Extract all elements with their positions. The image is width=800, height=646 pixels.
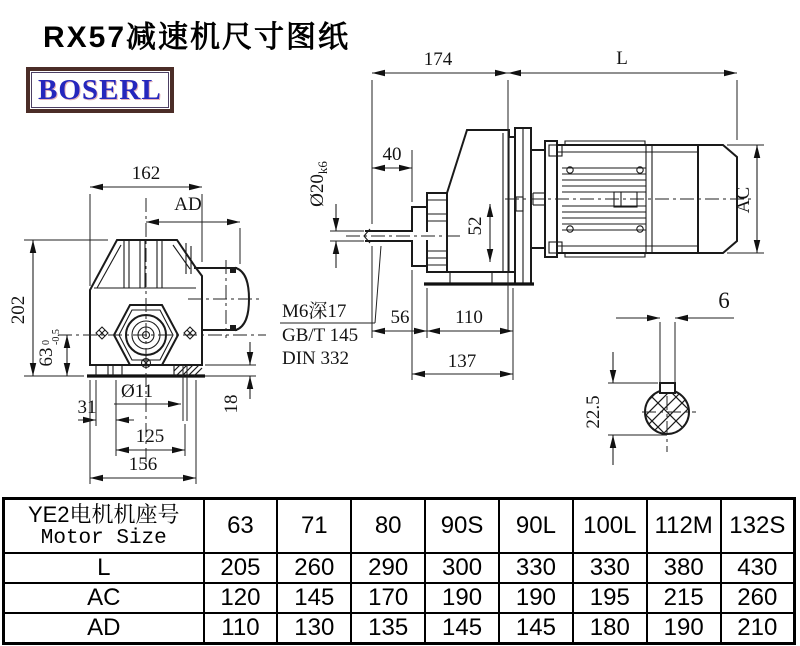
motor-size-header-en: Motor Size xyxy=(40,526,167,550)
dim-31: 31 xyxy=(77,397,97,418)
dim-ad: AD xyxy=(174,194,202,215)
page-title: RX57减速机尺寸图纸 xyxy=(43,21,351,54)
standard-din: DIN 332 xyxy=(282,348,350,369)
row-label-AC: AC xyxy=(4,583,204,613)
table-row-AC xyxy=(4,583,795,613)
value-AD-71: 130 xyxy=(277,613,351,644)
side-view xyxy=(346,128,753,284)
dim-key-width: 6 xyxy=(718,288,730,313)
value-AD-100L: 180 xyxy=(573,613,647,644)
dim-56: 56 xyxy=(390,307,410,328)
value-AC-100L: 195 xyxy=(573,583,647,613)
standard-gbt: GB/T 145 xyxy=(282,325,359,346)
row-label-AD: AD xyxy=(4,613,204,644)
dim-18: 18 xyxy=(221,394,242,414)
tap-callout: M6深17 xyxy=(282,301,347,322)
size-col-132S: 132S xyxy=(721,499,795,554)
value-AC-112M: 215 xyxy=(647,583,721,613)
dim-156: 156 xyxy=(128,454,158,475)
value-L-132S: 430 xyxy=(721,553,795,583)
dim-63-tol-lower: -0.5 xyxy=(51,329,62,345)
value-AC-132S: 260 xyxy=(721,583,795,613)
dim-shaft-dia: $Ø20_{k6}$ xyxy=(307,161,330,207)
value-AD-112M: 190 xyxy=(647,613,721,644)
front-view-dimensions xyxy=(8,163,256,484)
value-L-71: 260 xyxy=(277,553,351,583)
size-col-100L: 100L xyxy=(573,499,647,554)
dim-125: 125 xyxy=(135,426,165,447)
value-AC-90L: 190 xyxy=(499,583,573,613)
value-L-80: 290 xyxy=(351,553,425,583)
value-AD-90L: 145 xyxy=(499,613,573,644)
value-L-100L: 330 xyxy=(573,553,647,583)
dim-137: 137 xyxy=(447,351,477,372)
motor-size-header-cn: YE2电机机座号 xyxy=(27,501,180,527)
dim-162: 162 xyxy=(131,163,161,184)
dim-key-height: 22.5 xyxy=(583,395,604,429)
dim-hole-dia: Ø11 xyxy=(120,381,154,402)
dim-110: 110 xyxy=(455,307,483,328)
dim-40: 40 xyxy=(382,144,402,165)
dimension-table xyxy=(2,497,796,645)
value-AD-63: 110 xyxy=(204,613,278,644)
value-L-63: 205 xyxy=(204,553,278,583)
value-AC-63: 120 xyxy=(204,583,278,613)
table-header-row xyxy=(4,499,795,554)
value-L-90L: 330 xyxy=(499,553,573,583)
dim-63-tol-upper: 0 xyxy=(41,340,52,345)
value-AD-80: 135 xyxy=(351,613,425,644)
value-L-112M: 380 xyxy=(647,553,721,583)
row-label-L: L xyxy=(4,553,204,583)
size-col-90L: 90L xyxy=(499,499,573,554)
table-row-AD xyxy=(4,613,795,644)
shaft-key-section xyxy=(583,288,734,469)
value-AD-90S: 145 xyxy=(425,613,499,644)
table-row-L xyxy=(4,553,795,583)
side-view-dimensions xyxy=(280,48,764,380)
value-AC-90S: 190 xyxy=(425,583,499,613)
brand-logo-text: BOSERL xyxy=(31,72,169,108)
motor-size-header xyxy=(4,499,204,554)
value-AD-132S: 210 xyxy=(721,613,795,644)
value-L-90S: 300 xyxy=(425,553,499,583)
dim-ac: AC xyxy=(733,186,754,214)
size-col-90S: 90S xyxy=(425,499,499,554)
dim-52: 52 xyxy=(465,216,486,236)
size-col-71: 71 xyxy=(277,499,351,554)
size-col-112M: 112M xyxy=(647,499,721,554)
section-hatching xyxy=(599,341,725,469)
dim-63: 63 xyxy=(36,347,57,367)
size-col-63: 63 xyxy=(204,499,278,554)
value-AC-71: 145 xyxy=(277,583,351,613)
dim-L: L xyxy=(616,48,628,69)
value-AC-80: 170 xyxy=(351,583,425,613)
size-col-80: 80 xyxy=(351,499,425,554)
dim-174: 174 xyxy=(423,49,453,70)
dim-202: 202 xyxy=(8,295,29,325)
